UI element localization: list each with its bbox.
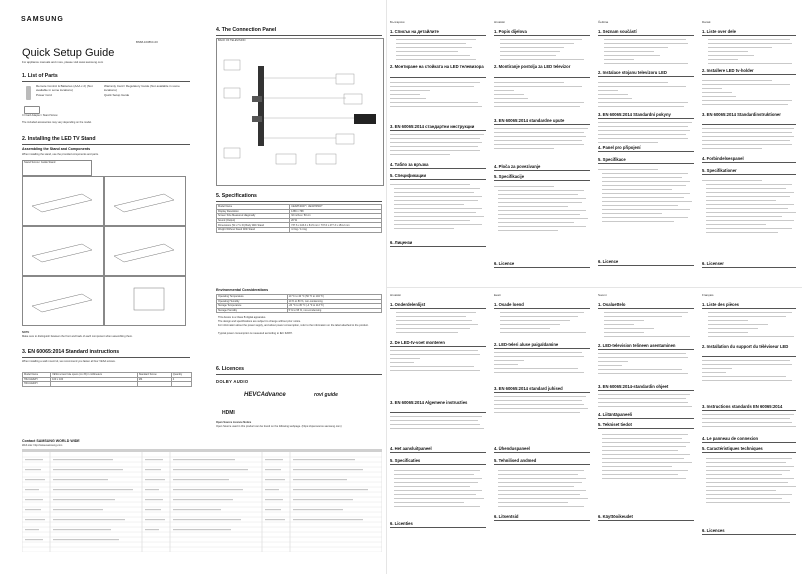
section-title: 5. Tehnilised andmed: [494, 458, 537, 463]
parts-bottom-label: CI Card Adapter / Stand Screw: [22, 114, 58, 117]
vesa-cell: H40-UE40H: [23, 382, 51, 387]
connection-panel-label: BACK OF TELEVISION: [218, 39, 246, 42]
contact-table-grid: [22, 452, 382, 552]
connection-drawing: [216, 38, 382, 184]
section-title: 3. EN 60065:2014 standard juhised: [494, 386, 563, 391]
connection-rule: [216, 35, 382, 36]
install-title: 2. Installing the LED TV Stand: [22, 136, 96, 142]
contact-sub: Web site: http://www.samsung.com: [22, 444, 63, 447]
spec-key: Display Resolution: [217, 209, 290, 214]
section-title: 4. Ühenduspaneel: [494, 446, 530, 451]
note-text: Make sure to distinguish between the front and back of each component when assembling them.: [22, 335, 133, 338]
section-title: 4. Panel pro připojení: [598, 145, 641, 150]
env-key: Storage Temperature: [217, 304, 288, 309]
vesa-table: [22, 372, 192, 387]
section-title: 1. Liste des pièces: [702, 302, 740, 307]
lang-column-2: [494, 0, 594, 574]
env-table: [216, 294, 382, 313]
doc-code: BN68-10386C-00: [136, 40, 158, 44]
page-subtitle: For appliance manuals and more, please visit www.samsung.com: [22, 60, 104, 64]
vesa-cell: [171, 382, 191, 387]
spec-value: 4.3 kg / 4.4 kg: [290, 227, 382, 232]
env-value: 10 % to 80 %, non-condensing: [287, 299, 381, 304]
table-row: [23, 382, 192, 387]
spec-key: Weight Without Stand With Stand: [217, 227, 290, 232]
lang-label: Čeština: [598, 20, 609, 24]
lang-label: Eesti: [494, 293, 501, 297]
vesa-header-cell: VESA screw hole specs (A x B) in millimeters: [51, 373, 138, 378]
lang-column-3: [598, 0, 698, 574]
section-title: 1. Seznam součástí: [598, 29, 637, 34]
table-row: [217, 227, 382, 232]
section-title: 1. Onderdelenlijst: [390, 302, 426, 307]
vesa-header-cell: Quantity: [171, 373, 191, 378]
en-text: When installing a wall mount kit, we recommend you fasten all four VESA screws.: [22, 360, 116, 363]
vesa-cell: 4: [171, 377, 191, 382]
section-title: 3. EN 60065:2014 Standardinstruktioner: [702, 112, 781, 117]
section-title: 5. Caractéristiques techniques: [702, 446, 763, 451]
section-title: 6. Licence: [598, 259, 619, 264]
lang-column-1: [390, 0, 490, 574]
parts-title: 1. List of Parts: [22, 73, 58, 79]
lang-label: Български: [390, 20, 405, 24]
spec-note: Typical power consumption is measured according to IEC 62087.: [218, 332, 293, 335]
vesa-cell: M4: [137, 377, 171, 382]
connection-title: 4. The Connection Panel: [216, 27, 277, 33]
parts-item-warranty: Warranty Card / Regulatory Guide (Not available in some locations): [104, 84, 180, 92]
section-title: 2. Installere LED tv-holder: [702, 68, 754, 73]
section-title: 5. Specifikacije: [494, 174, 525, 179]
parts-item-power-cord: Power Cord: [36, 93, 52, 97]
env-key: Operating Temperature: [217, 295, 288, 300]
section-title: 4. Forbindelsespanel: [702, 156, 744, 161]
install-note: When installing the stand, use the provided components and parts.: [22, 153, 99, 156]
section-title: 1. Osade loend: [494, 302, 524, 307]
lang-label: Hrvatski: [390, 293, 401, 297]
section-title: 5. Спецификации: [390, 173, 427, 178]
hdmi-logo: HDMI: [222, 410, 235, 416]
section-title: 3. Instructions standards EN 60065:2014: [702, 404, 783, 409]
section-title: 6. Licenser: [702, 261, 724, 266]
vesa-cell: [137, 382, 171, 387]
vesa-header-cell: Model Name: [23, 373, 51, 378]
hevc-logo: HEVCAdvance: [244, 392, 286, 398]
stand-screw-caption: Stand Screw / Guide Stand: [24, 161, 56, 164]
vesa-cell: 100 x 100: [51, 377, 138, 382]
section-title: 3. EN 60065:2014 Standardní pokyny: [598, 112, 671, 117]
vesa-cell: H32-UE32H: [23, 377, 51, 382]
section-title: 4. Табло за връзка: [390, 162, 429, 167]
spec-value: 20 W: [290, 218, 382, 223]
section-title: 5. Specificaties: [390, 458, 421, 463]
table-row: [217, 308, 382, 313]
section-title: 2. Installation du support du téléviseur LED: [702, 344, 789, 349]
section-title: 4. Le panneau de connexion: [702, 436, 759, 441]
section-title: 3. EN 60065:2014 стандартни инструкции: [390, 124, 475, 129]
section-title: 2. Монтиране на стойката на LED телевизора: [390, 64, 484, 69]
lang-label: Dansk: [702, 20, 711, 24]
spec-key: Dimensions (W x H x D) Body With Stand: [217, 223, 290, 228]
section-title: 1. Списък на детайлите: [390, 29, 439, 34]
section-title: 2. Instalace stojanu televizoru LED: [598, 70, 667, 75]
licences-title: 6. Licences: [216, 366, 244, 372]
specs-table: [216, 204, 382, 233]
section-title: 1. Osaluettelo: [598, 302, 626, 307]
open-source-title: Open Source Licence Notice: [216, 421, 252, 424]
section-title: 1. Popis dijelova: [494, 29, 527, 34]
rovi-logo: rovi guide: [314, 392, 338, 398]
parts-item-guide: Quick Setup Guide: [104, 93, 130, 97]
section-title: 2. LED-teleri aluse paigaldamine: [494, 342, 559, 347]
section-title: 4. Ploča za povezivanje: [494, 164, 541, 169]
section-title: 5. Specifikace: [598, 157, 626, 162]
remote-icon: [26, 86, 31, 100]
lang-label: Suomi: [598, 293, 607, 297]
brand-logo: SAMSUNG: [21, 16, 64, 23]
section-title: 6. Käyttöoikeudet: [598, 514, 633, 519]
section-title: 2. Montiranje postolja za LED televizor: [494, 64, 571, 69]
spec-value: 737.6 x 443.3 x 81.5 mm / 737.6 x 477.3 x 154.2 mm: [290, 223, 382, 228]
spec-note: For information about the power supply, and about power consumption, refer to the information on the label attached to the product.: [218, 324, 369, 327]
section-title: 5. Tekniset tiedot: [598, 422, 632, 427]
open-source-text: Open Source used in this product can be found on the following webpage. (https://opensource.samsung.com): [216, 425, 342, 428]
section-title: 2. De LED-tv-voet monteren: [390, 340, 445, 345]
section-title: 6. Licences: [702, 528, 725, 533]
spec-key: Screen Size Measured diagonally: [217, 214, 290, 219]
en-rule: [22, 357, 190, 358]
spec-value: 1366 x 768: [290, 209, 382, 214]
parts-item-remote: Remote Control & Batteries (AAA x 2) (Not available in some locations): [36, 84, 93, 92]
section-title: 1. Liste over dele: [702, 29, 736, 34]
spec-key: Model Name: [217, 205, 290, 210]
env-value: -20 °C to 45 °C (-4 °F to 113 °F): [287, 304, 381, 309]
section-title: 3. EN 60065:2014-standardin ohjeet: [598, 384, 669, 389]
lang-label: Français: [702, 293, 714, 297]
env-key: Storage Humidity: [217, 308, 288, 313]
note-label: NOTE: [22, 331, 30, 334]
env-title: Environmental Considerations: [216, 288, 269, 292]
section-title: 4. Liitäntäpaneeli: [598, 412, 632, 417]
env-key: Operating Humidity: [217, 299, 288, 304]
screw-icon: [24, 106, 40, 114]
env-value: 10 °C to 40 °C (50 °F to 104 °F): [287, 295, 381, 300]
section-title: 5. Specifikationer: [702, 168, 737, 173]
contact-title: Contact SAMSUNG WORLD WIDE: [22, 439, 80, 443]
dolby-logo: DOLBY AUDIO: [216, 379, 249, 384]
parts-rule: [22, 81, 190, 82]
licences-rule: [216, 374, 382, 375]
spec-note: This device is a Class B digital apparatus.: [218, 316, 267, 319]
spec-value: 32 inches / 80 cm: [290, 214, 382, 219]
spec-value: UE32H4000* / UE32H4500*: [290, 205, 382, 210]
section-title: 6. Licenties: [390, 521, 413, 526]
page-title: Quick Setup Guide: [22, 47, 115, 59]
specs-title: 5. Specifications: [216, 193, 257, 199]
section-title: 3. EN 60065:2014 Algemene instructies: [390, 400, 468, 405]
section-title: 6. Licence: [494, 261, 515, 266]
vesa-header-cell: Standard Screw: [137, 373, 171, 378]
en-title: 3. EN 60065:2014 Standard instructions: [22, 349, 120, 355]
assembly-drawings: [22, 176, 184, 324]
install-rule: [22, 144, 190, 145]
section-title: 2. LED-television telineen asentaminen: [598, 343, 676, 348]
spec-note: The design and specifications are subject to change without prior notice.: [218, 320, 301, 323]
section-title: 4. Het aansluitpaneel: [390, 446, 432, 451]
lang-label: Hrvatski: [494, 20, 505, 24]
vesa-cell: [51, 382, 138, 387]
env-value: 5 % to 95 %, non-condensing: [287, 308, 381, 313]
lang-column-4: [702, 0, 802, 574]
spec-key: Sound (Output): [217, 218, 290, 223]
section-title: 6. Litsentsid: [494, 514, 519, 519]
parts-note: The included accessories may vary depending on the model.: [22, 121, 92, 124]
middle-panel: [200, 0, 382, 440]
section-title: 3. EN 60065:2014 standardne upute: [494, 118, 565, 123]
install-subtitle: Assembling the Stand and Components: [22, 147, 91, 151]
specs-rule: [216, 201, 382, 202]
contact-table: [22, 449, 382, 553]
section-title: 6. Лицензи: [390, 240, 413, 245]
